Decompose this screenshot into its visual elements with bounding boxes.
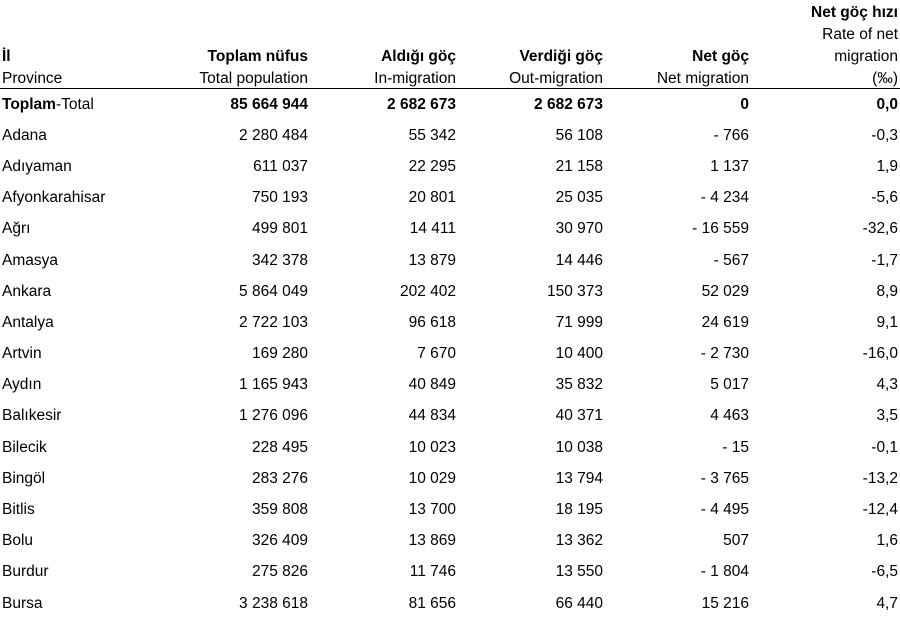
net-migration-cell: - 567: [713, 251, 749, 269]
province-cell: Afyonkarahisar: [2, 189, 106, 207]
total-label-rest: -Total: [55, 95, 94, 113]
net-migration-cell: 5 017: [710, 376, 749, 394]
net-migration-cell: 4 463: [710, 407, 749, 425]
population-cell: 275 826: [251, 563, 308, 581]
total-out-migration: 2 682 673: [534, 95, 603, 113]
province-cell: Adıyaman: [2, 157, 72, 175]
province-cell: Bilecik: [2, 438, 47, 456]
population-cell: 499 801: [251, 220, 308, 238]
total-net-migration: 0: [740, 95, 749, 113]
rate-cell: 4,7: [876, 594, 898, 612]
population-cell: 1 165 943: [239, 376, 308, 394]
in-migration-cell: 14 411: [409, 220, 456, 238]
table-row: [0, 370, 900, 401]
total-pop-header-en: Total population: [140, 66, 310, 89]
table-row: [0, 494, 900, 525]
net-mig-header-tr: Net göç: [692, 48, 749, 65]
population-cell: 342 378: [251, 251, 308, 269]
in-migration-cell: 10 029: [408, 469, 456, 487]
rate-header-en-line1: Rate of net: [822, 26, 898, 43]
table-row: [0, 432, 900, 463]
out-migration-cell: 13 550: [555, 563, 603, 581]
in-migration-cell: 96 618: [408, 313, 456, 331]
province-cell: Adana: [2, 126, 47, 144]
in-mig-header-tr: Aldığı göç: [381, 48, 456, 65]
in-migration-cell: 10 023: [408, 438, 456, 456]
net-migration-cell: - 2 730: [700, 345, 749, 363]
in-migration-cell: 81 656: [408, 594, 456, 612]
net-migration-cell: 1 137: [710, 157, 749, 175]
out-migration-cell: 66 440: [555, 594, 603, 612]
in-mig-header-en: In-migration: [310, 66, 458, 89]
population-cell: 3 238 618: [239, 594, 308, 612]
province-cell: Ağrı: [2, 220, 31, 238]
total-label-bold: Toplam: [2, 95, 56, 113]
table-row: [0, 151, 900, 182]
in-migration-cell: 11 746: [409, 563, 456, 581]
population-cell: 359 808: [251, 501, 308, 519]
population-cell: 2 722 103: [239, 313, 308, 331]
out-migration-cell: 10 038: [555, 438, 603, 456]
in-migration-cell: 22 295: [408, 157, 456, 175]
out-migration-cell: 71 999: [555, 313, 603, 331]
province-cell: Amasya: [2, 251, 58, 269]
net-migration-cell: - 16 559: [692, 220, 749, 238]
in-migration-cell: 13 879: [408, 251, 456, 269]
in-migration-cell: 20 801: [408, 189, 456, 207]
total-population: 85 664 944: [230, 95, 308, 113]
rate-header-en-line2: migration: [834, 48, 898, 65]
population-cell: 5 864 049: [239, 282, 308, 300]
province-header-tr: İl: [2, 48, 11, 65]
province-cell: Bursa: [2, 594, 43, 612]
net-migration-cell: - 766: [713, 126, 749, 144]
net-migration-cell: - 1 804: [700, 563, 749, 581]
population-cell: 326 409: [251, 532, 308, 550]
rate-cell: 4,3: [876, 376, 898, 394]
rate-cell: 8,9: [876, 282, 898, 300]
rate-unit: (‰): [751, 66, 900, 89]
table-row: [0, 276, 900, 307]
out-migration-cell: 25 035: [555, 189, 603, 207]
table-row: [0, 307, 900, 338]
population-cell: 750 193: [251, 189, 308, 207]
in-migration-cell: 7 670: [417, 345, 456, 363]
out-migration-cell: 56 108: [555, 126, 603, 144]
province-header-en: Province: [0, 66, 140, 89]
out-migration-cell: 150 373: [546, 282, 603, 300]
out-migration-cell: 10 400: [555, 345, 603, 363]
table-row: [0, 339, 900, 370]
in-migration-cell: 13 700: [408, 501, 456, 519]
province-cell: Bitlis: [2, 501, 35, 519]
net-migration-cell: 24 619: [701, 313, 749, 331]
population-cell: 283 276: [251, 469, 308, 487]
total-label: [0, 89, 140, 121]
out-migration-cell: 18 195: [555, 501, 603, 519]
out-migration-cell: 35 832: [555, 376, 603, 394]
out-migration-cell: 30 970: [555, 220, 603, 238]
rate-cell: 1,9: [876, 157, 898, 175]
population-cell: 2 280 484: [239, 126, 308, 144]
net-migration-cell: 507: [723, 532, 749, 550]
rate-header-tr: Net göç hızı: [811, 4, 898, 21]
province-cell: Burdur: [2, 563, 49, 581]
table-row: [0, 245, 900, 276]
province-cell: Balıkesir: [2, 407, 62, 425]
table-body: [0, 89, 900, 620]
out-mig-header-tr: Verdiği göç: [519, 48, 603, 65]
table-row: [0, 463, 900, 494]
in-migration-cell: 44 834: [408, 407, 456, 425]
table-row: [0, 526, 900, 557]
net-mig-header-en: Net migration: [605, 66, 751, 89]
total-rate: 0,0: [876, 95, 898, 113]
out-migration-cell: 13 794: [555, 469, 603, 487]
table-row: [0, 588, 900, 619]
out-migration-cell: 21 158: [555, 157, 603, 175]
rate-cell: -12,4: [862, 501, 898, 519]
population-cell: 228 495: [251, 438, 308, 456]
in-migration-cell: 55 342: [408, 126, 456, 144]
net-migration-cell: 15 216: [701, 594, 749, 612]
table-row: [0, 214, 900, 245]
rate-cell: 1,6: [876, 532, 898, 550]
province-cell: Bolu: [2, 532, 34, 550]
net-migration-cell: - 3 765: [700, 469, 749, 487]
in-migration-cell: 40 849: [408, 376, 456, 394]
province-cell: Ankara: [2, 282, 52, 300]
total-in-migration: 2 682 673: [387, 95, 456, 113]
total-row: [0, 89, 900, 121]
province-cell: Aydın: [2, 376, 42, 394]
out-migration-cell: 40 371: [555, 407, 603, 425]
province-cell: Antalya: [2, 313, 54, 331]
total-pop-header-tr: Toplam nüfus: [207, 48, 308, 65]
net-migration-cell: 52 029: [701, 282, 749, 300]
in-migration-cell: 13 869: [408, 532, 456, 550]
rate-cell: -16,0: [862, 345, 898, 363]
table-header: [0, 0, 900, 89]
table-row: [0, 183, 900, 214]
rate-cell: -13,2: [862, 469, 898, 487]
out-migration-cell: 14 446: [555, 251, 603, 269]
net-migration-cell: - 4 495: [700, 501, 749, 519]
rate-cell: -5,6: [871, 189, 898, 207]
population-cell: 169 280: [251, 345, 308, 363]
in-migration-cell: 202 402: [399, 282, 456, 300]
population-cell: 611 037: [253, 157, 308, 175]
out-migration-cell: 13 362: [555, 532, 603, 550]
rate-cell: -0,1: [871, 438, 898, 456]
rate-cell: -0,3: [871, 126, 898, 144]
rate-cell: -1,7: [871, 251, 898, 269]
table-row: [0, 557, 900, 588]
table-row: [0, 120, 900, 151]
net-migration-cell: - 15: [722, 438, 749, 456]
net-migration-cell: - 4 234: [700, 189, 749, 207]
population-cell: 1 276 096: [239, 407, 308, 425]
rate-cell: 9,1: [876, 313, 898, 331]
rate-cell: 3,5: [876, 407, 898, 425]
rate-cell: -32,6: [862, 220, 898, 238]
province-cell: Bingöl: [2, 469, 46, 487]
out-mig-header-en: Out-migration: [458, 66, 605, 89]
rate-cell: -6,5: [871, 563, 898, 581]
province-cell: Artvin: [2, 345, 42, 363]
table-row: [0, 401, 900, 432]
